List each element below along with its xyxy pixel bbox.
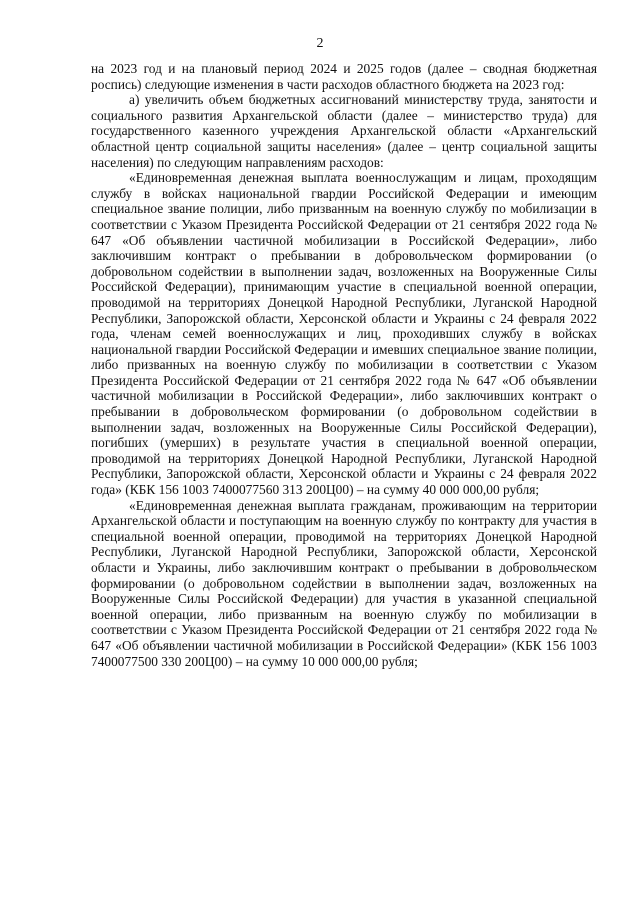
paragraph-expense-2: «Единовременная денежная выплата гражданам, проживающим на территории Архангельской области и поступающим на военную службу по контракту для участия в специальной военной операции, проводимой на территориях Донецкой Народной Республики, Луганской Народной Республики, Запорожской области, Херсонской области и Украины, либо заключившим контракт о пребывании в добровольческом формировании (о добровольном содействии в выполнении задач, возложенных на Вооруженные Силы Российской Федерации) для участия в указанной специальной военной операции, либо призванным на военную службу по мобилизации в соответствии с Указом Президента Российской Федерации от 21 сентября 2022 года № 647 «Об объявлении частичной мобилизации в Российской Федерации» (КБК 156 1003 7400077500 330 200Ц00) – на сумму 10 000 000,00 рубля; (91, 497, 597, 669)
paragraph-expense-1: «Единовременная денежная выплата военнослужащим и лицам, проходящим службу в войсках национальной гвардии Российской Федерации и имеющим специальное звание полиции, либо призванным на военную службу по мобилизации в соответствии с Указом Президента Российской Федерации от 21 сентября 2022 года № 647 «Об объявлении частичной мобилизации в Российской Федерации», либо заключившим контракт о пребывании в добровольческом формировании (о добровольном содействии в выполнении задач, возложенных на Вооруженные Силы Российской Федерации), принимающим участие в специальной военной операции, проводимой на территориях Донецкой Народной Республики, Луганской Народной Республики, Запорожской области, Херсонской области и Украины с 24 февраля 2022 года, членам семей военнослужащих и лиц, проходивших службу в войсках национальной гвардии Российской Федерации и имевших специальное звание полиции, либо призванных на военную службу по мобилизации в соответствии с Указом Президента Российской Федерации от 21 сентября 2022 года № 647 «Об объявлении частичной мобилизации в Российской Федерации», либо заключивших контракт о пребывании в добровольческом формировании (о добровольном содействии в выполнении задач, возложенных на Вооруженные Силы Российской Федерации), погибших (умерших) в результате участия в специальной военной операции, проводимой на территориях Донецкой Народной Республики, Луганской Народной Республики, Запорожской области, Херсонской области и Украины с 24 февраля 2022 года» (КБК 156 1003 7400077560 313 200Ц00) – на сумму 40 000 000,00 рубля; (91, 170, 597, 498)
paragraph-item-a: а) увеличить объем бюджетных ассигнований министерству труда, занятости и социального развития Архангельской области (далее – министерство труда) для государственного казенного учреждения Архангельской области «Архангельский областной центр социальной защиты населения» (далее – центр социальной защиты населения) по следующим направлениям расходов: (91, 92, 597, 170)
paragraph-continuation: на 2023 год и на плановый период 2024 и 2025 годов (далее – сводная бюджетная роспись) следующие изменения в части расходов областного бюджета на 2023 год: (91, 61, 597, 92)
document-body (91, 61, 597, 669)
page-number: 2 (316, 36, 324, 51)
